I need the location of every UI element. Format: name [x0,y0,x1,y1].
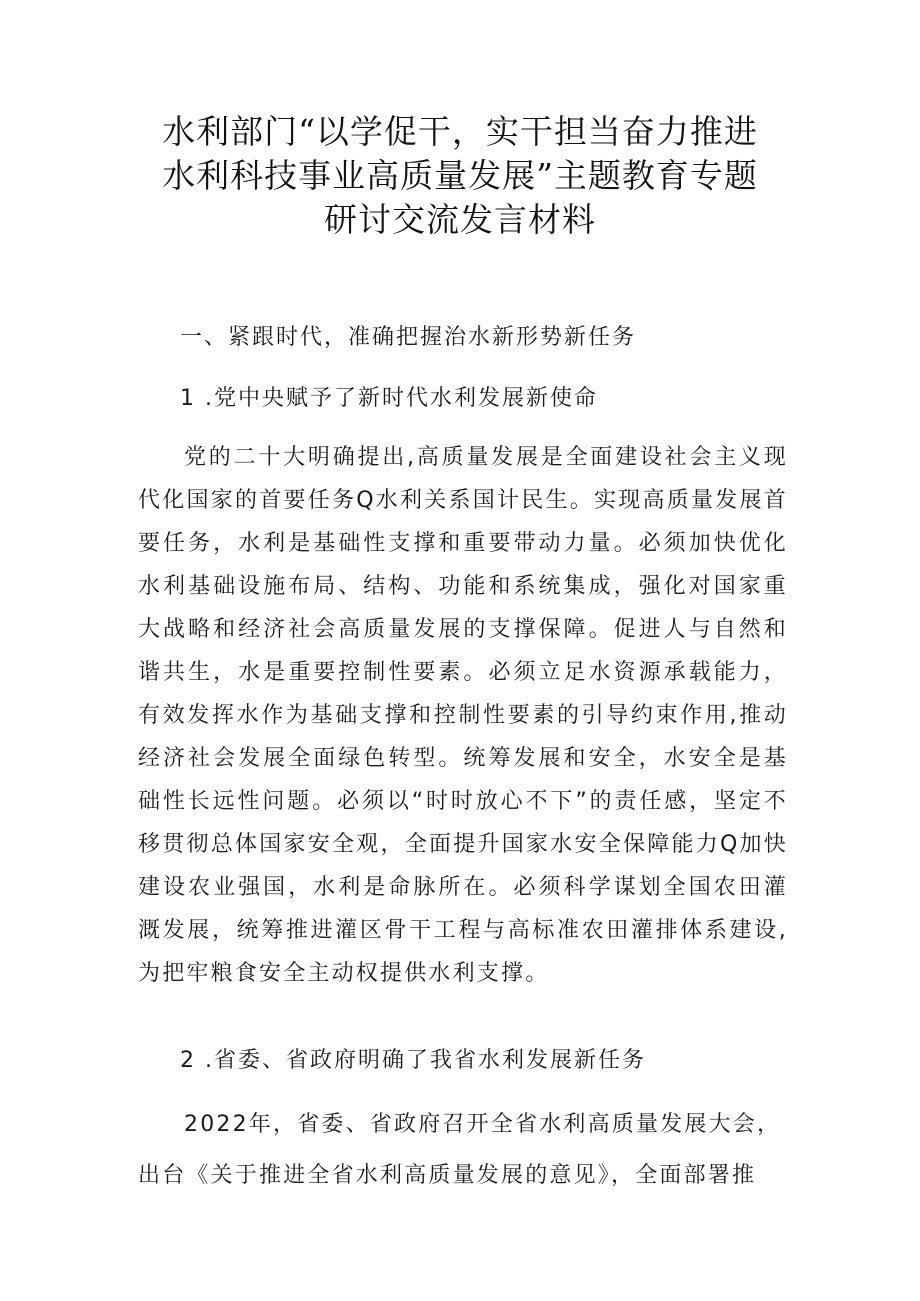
paragraph-2: 2022年，省委、省政府召开全省水利高质量发展大会，出台《关于推进全省水利高质量发展的意见》，全面部署推 [138,1112,782,1188]
title-line-3: 研讨交流发言材料 [324,200,596,239]
paragraph-1: 党的二十大明确提出,高质量发展是全面建设社会主义现代化国家的首要任务Q水利关系国计民生。实现高质量发展首要任务，水利是基础性支撑和重要带动力量。必须加快优化水利基础设施布局、结构、功能和系统集成，强化对国家重大战略和经济社会高质量发展的支撑保障。促进人与自然和谐共生，水是重要控制性要素。必须立足水资源承载能力，有效发挥水作为基础支撑和控制性要素的引导约束作用,推动经济社会发展全面绿色转型。统筹发展和安全，水安全是基础性长远性问题。必须以“时时放心不下”的责任感，坚定不移贯彻总体国家安全观，全面提升国家水安全保障能力Q加快建设农业强国，水利是命脉所在。必须科学谋划全国农田灌溉发展，统筹推进灌区骨干工程与高标准农田灌排体系建设,为把牢粮食安全主动权提供水利支撑。 [138,445,788,986]
title-line-2: 水利科技事业高质量发展”主题教育专题 [162,156,758,195]
document-title [110,110,810,242]
section-heading: 一、紧跟时代，准确把握治水新形势新任务 [180,325,637,350]
title-line-1: 水利部门“以学促干，实干担当奋力推进 [162,112,758,151]
item2-heading: 2 .省委、省政府明确了我省水利发展新任务 [180,1048,646,1073]
item1-heading: 1 .党中央赋予了新时代水利发展新使命 [180,386,598,411]
